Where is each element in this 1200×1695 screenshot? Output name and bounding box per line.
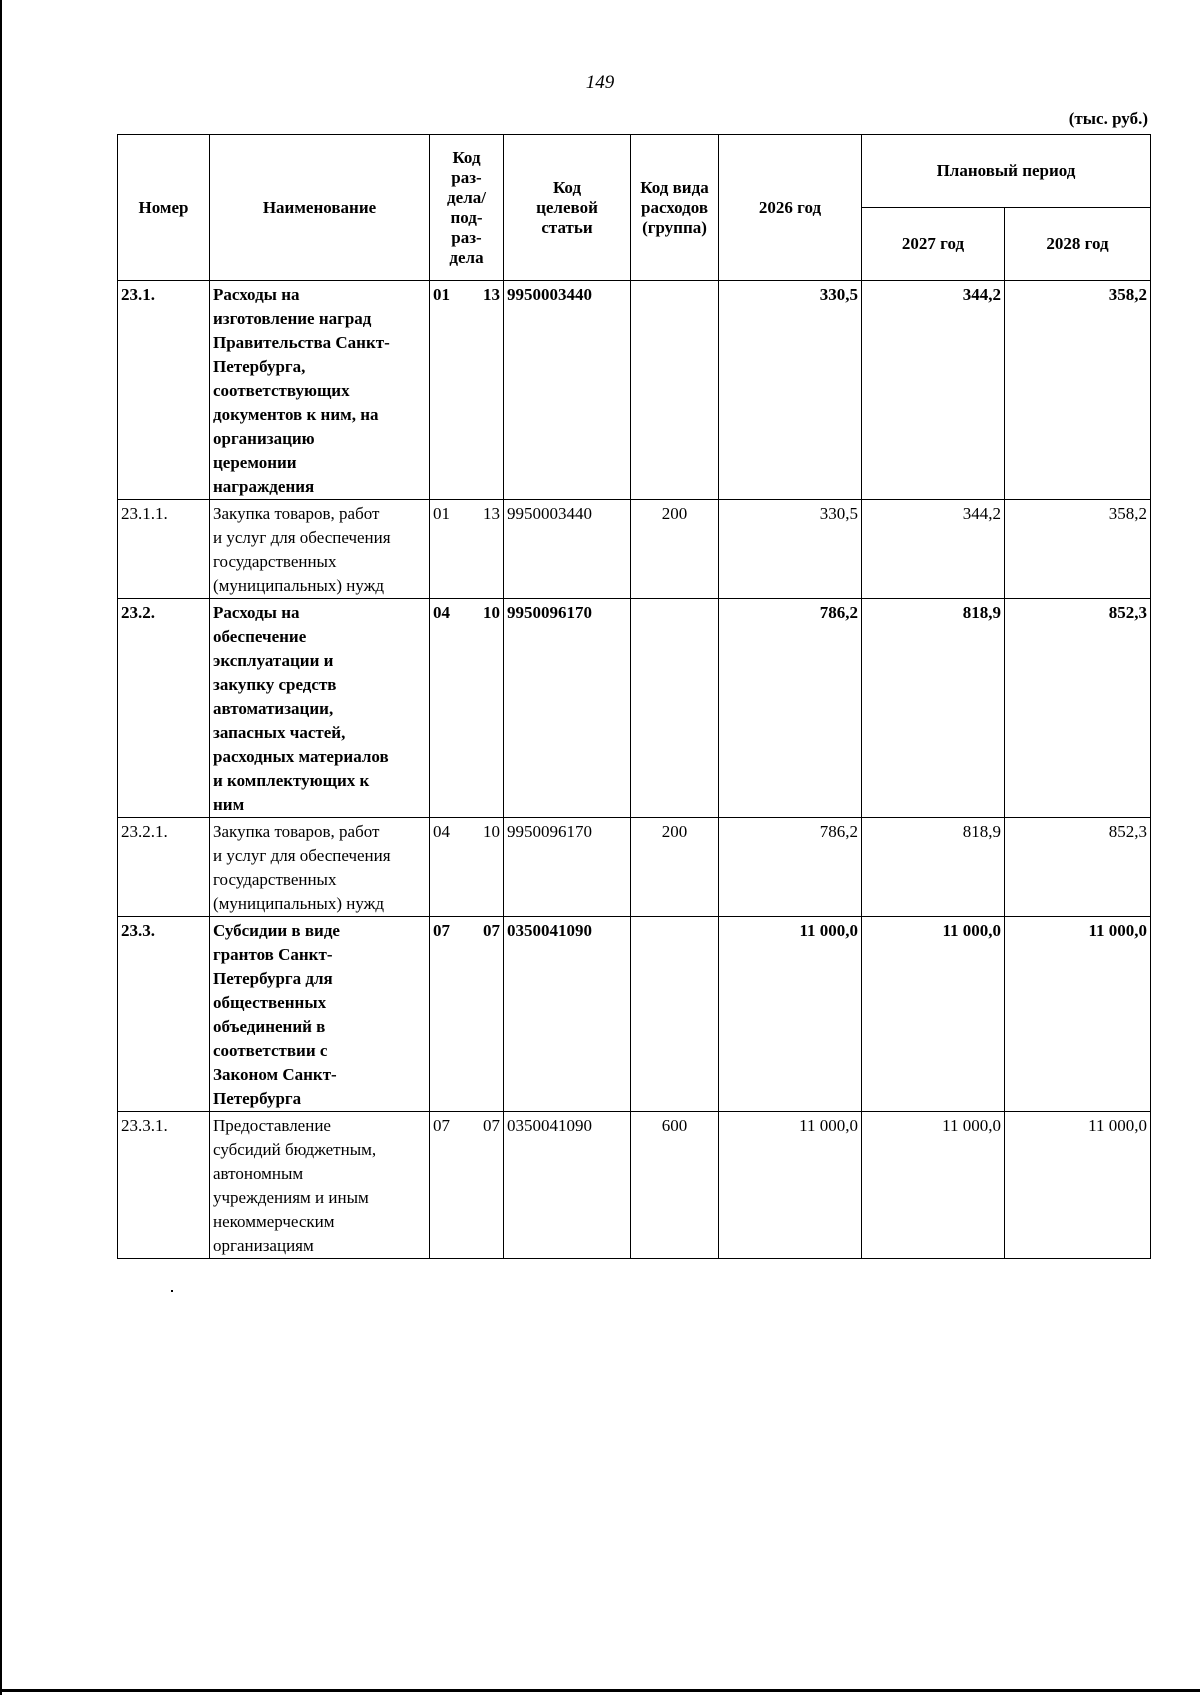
- row-number: 23.2.1.: [118, 818, 210, 917]
- row-name-line: автономным: [213, 1164, 304, 1183]
- row-name-line: государственных: [213, 870, 337, 889]
- row-target-code: 9950096170: [504, 599, 631, 818]
- table-row: [118, 818, 1151, 917]
- row-target-code: 9950003440: [504, 281, 631, 500]
- row-name-line: Субсидии в виде: [213, 921, 340, 940]
- row-name-line: обеспечение: [213, 627, 307, 646]
- row-name-line: Правительства Санкт-: [213, 333, 390, 352]
- row-name-line: Петербурга для: [213, 969, 333, 988]
- row-name-line: общественных: [213, 993, 327, 1012]
- page-number: 149: [585, 72, 615, 93]
- row-section-code: [430, 281, 504, 500]
- table-row: [118, 1112, 1151, 1259]
- row-value-2027: 818,9: [862, 599, 1005, 818]
- header-planned-period: Плановый период: [862, 135, 1151, 208]
- header-year-2027: 2027 год: [862, 208, 1005, 281]
- row-value-2028: 358,2: [1005, 281, 1151, 500]
- row-name-line: некоммерческим: [213, 1212, 335, 1231]
- table-body: [118, 281, 1151, 1259]
- row-subsection: 07: [483, 921, 500, 940]
- row-value-2026: 11 000,0: [719, 917, 862, 1112]
- row-value-2026: 786,2: [719, 818, 862, 917]
- row-section: 04: [433, 603, 450, 622]
- row-section-code: [430, 818, 504, 917]
- row-name: [210, 500, 430, 599]
- row-name-line: запасных частей,: [213, 723, 346, 742]
- row-name: [210, 599, 430, 818]
- row-target-code: 0350041090: [504, 1112, 631, 1259]
- row-value-2028: 358,2: [1005, 500, 1151, 599]
- row-subsection: 10: [483, 603, 500, 622]
- row-value-2027: 344,2: [862, 500, 1005, 599]
- row-number: 23.3.1.: [118, 1112, 210, 1259]
- row-value-2028: 11 000,0: [1005, 917, 1151, 1112]
- row-value-2027: 344,2: [862, 281, 1005, 500]
- row-number: 23.2.: [118, 599, 210, 818]
- row-number: 23.3.: [118, 917, 210, 1112]
- row-name-line: автоматизации,: [213, 699, 334, 718]
- row-name-line: соответствии с: [213, 1041, 328, 1060]
- row-expense-group: [631, 917, 719, 1112]
- row-section-code: [430, 599, 504, 818]
- row-name-line: организацию: [213, 429, 315, 448]
- row-value-2028: 852,3: [1005, 818, 1151, 917]
- page-frame-bottom: [0, 1689, 1200, 1692]
- row-target-code: 9950003440: [504, 500, 631, 599]
- header-section-code: Код раз- дела/ под- раз- дела: [430, 135, 504, 281]
- row-section: 01: [433, 504, 450, 523]
- row-subsection: 07: [483, 1116, 500, 1135]
- row-name-line: Закупка товаров, работ: [213, 822, 380, 841]
- row-name-line: Петербурга,: [213, 357, 306, 376]
- row-target-code: 0350041090: [504, 917, 631, 1112]
- row-name-line: Расходы на: [213, 285, 300, 304]
- row-name-line: соответствующих: [213, 381, 350, 400]
- row-name-line: Закупка товаров, работ: [213, 504, 380, 523]
- stray-dot: [171, 1290, 173, 1292]
- row-name: [210, 818, 430, 917]
- row-name-line: Расходы на: [213, 603, 300, 622]
- row-name-line: государственных: [213, 552, 337, 571]
- row-name-line: документов к ним, на: [213, 405, 379, 424]
- row-name-line: Петербурга: [213, 1089, 302, 1108]
- row-section: 07: [433, 921, 450, 940]
- row-value-2026: 330,5: [719, 281, 862, 500]
- row-section-code: [430, 917, 504, 1112]
- row-value-2028: 11 000,0: [1005, 1112, 1151, 1259]
- header-expense-type: Код вида расходов (группа): [631, 135, 719, 281]
- row-number: 23.1.1.: [118, 500, 210, 599]
- row-value-2027: 11 000,0: [862, 1112, 1005, 1259]
- row-name-line: организациям: [213, 1236, 314, 1255]
- row-section-code: [430, 500, 504, 599]
- row-name-line: объединений в: [213, 1017, 326, 1036]
- row-value-2027: 11 000,0: [862, 917, 1005, 1112]
- row-value-2026: 330,5: [719, 500, 862, 599]
- row-section-code: [430, 1112, 504, 1259]
- row-section: 07: [433, 1116, 450, 1135]
- budget-table: [117, 134, 1151, 1259]
- row-expense-group: [631, 599, 719, 818]
- row-name: [210, 917, 430, 1112]
- row-section: 04: [433, 822, 450, 841]
- header-number: Номер: [118, 135, 210, 281]
- row-number: 23.1.: [118, 281, 210, 500]
- row-name-line: учреждениям и иным: [213, 1188, 369, 1207]
- row-value-2027: 818,9: [862, 818, 1005, 917]
- table-row: [118, 917, 1151, 1112]
- header-name: Наименование: [210, 135, 430, 281]
- row-name-line: (муниципальных) нужд: [213, 894, 385, 913]
- row-section: 01: [433, 285, 450, 304]
- row-subsection: 13: [483, 285, 500, 304]
- row-name-line: награждения: [213, 477, 315, 496]
- row-expense-group: [631, 281, 719, 500]
- row-expense-group: 600: [631, 1112, 719, 1259]
- row-name: [210, 281, 430, 500]
- row-name-line: грантов Санкт-: [213, 945, 333, 964]
- header-year-2026: 2026 год: [719, 135, 862, 281]
- row-name-line: субсидий бюджетным,: [213, 1140, 377, 1159]
- row-value-2028: 852,3: [1005, 599, 1151, 818]
- units-label: (тыс. руб.): [1068, 109, 1148, 128]
- page-frame-left: [0, 0, 2, 1695]
- row-name-line: Предоставление: [213, 1116, 331, 1135]
- row-value-2026: 786,2: [719, 599, 862, 818]
- row-value-2026: 11 000,0: [719, 1112, 862, 1259]
- header-year-2028: 2028 год: [1005, 208, 1151, 281]
- header-target-code: Код целевой статьи: [504, 135, 631, 281]
- row-name-line: Законом Санкт-: [213, 1065, 337, 1084]
- row-expense-group: 200: [631, 500, 719, 599]
- row-name-line: и комплектующих к: [213, 771, 370, 790]
- row-name: [210, 1112, 430, 1259]
- row-name-line: изготовление наград: [213, 309, 372, 328]
- row-expense-group: 200: [631, 818, 719, 917]
- table-row: [118, 500, 1151, 599]
- row-name-line: эксплуатации и: [213, 651, 334, 670]
- row-name-line: ним: [213, 795, 245, 814]
- row-name-line: и услуг для обеспечения: [213, 528, 391, 547]
- row-name-line: церемонии: [213, 453, 297, 472]
- table-row: [118, 599, 1151, 818]
- table-row: [118, 281, 1151, 500]
- row-name-line: и услуг для обеспечения: [213, 846, 391, 865]
- row-target-code: 9950096170: [504, 818, 631, 917]
- row-name-line: расходных материалов: [213, 747, 389, 766]
- row-name-line: закупку средств: [213, 675, 337, 694]
- row-subsection: 10: [483, 822, 500, 841]
- row-subsection: 13: [483, 504, 500, 523]
- row-name-line: (муниципальных) нужд: [213, 576, 385, 595]
